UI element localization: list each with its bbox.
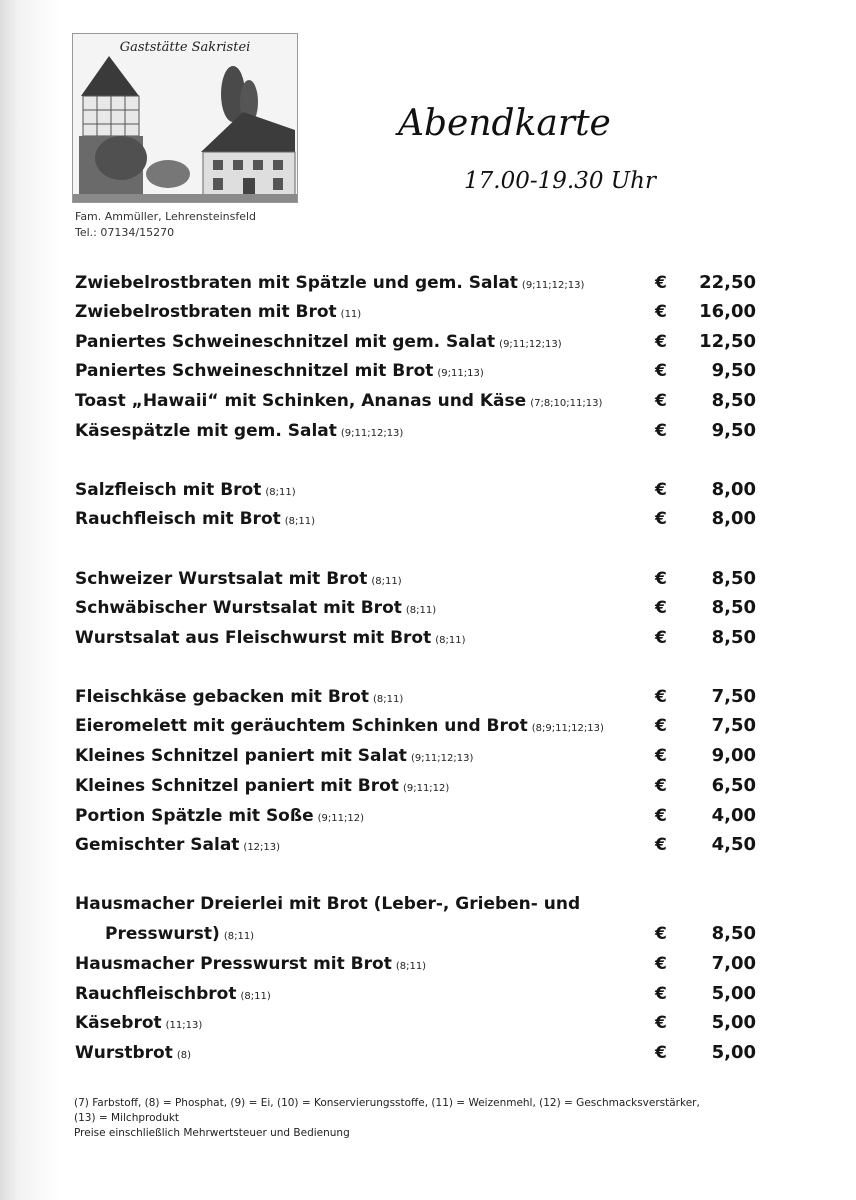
building-illustration <box>73 34 297 202</box>
item-price: 4,50 <box>711 834 756 855</box>
menu-item <box>75 297 775 327</box>
item-name: Hausmacher Presswurst mit Brot (8;11) <box>75 954 427 974</box>
item-name: Gemischter Salat (12;13) <box>75 835 281 855</box>
item-name: Schweizer Wurstsalat mit Brot (8;11) <box>75 569 402 589</box>
menu-item <box>75 830 775 860</box>
phone-line: Tel.: 07134/15270 <box>75 226 175 239</box>
currency-symbol: € <box>655 776 667 796</box>
item-allergens: (8;11) <box>265 487 296 498</box>
currency-symbol: € <box>655 984 667 1004</box>
item-allergens: (11) <box>340 309 362 320</box>
currency-symbol: € <box>655 509 667 529</box>
menu-item <box>75 949 775 979</box>
allergen-legend-cont: (13) = Milchprodukt <box>74 1112 180 1124</box>
item-allergens: (9;11;12) <box>402 783 450 794</box>
menu-item <box>75 327 775 357</box>
item-name: Fleischkäse gebacken mit Brot (8;11) <box>75 687 404 707</box>
menu-item <box>75 504 775 534</box>
item-allergens: (7;8;10;11;13) <box>530 398 603 409</box>
item-allergens: (9;11;12;13) <box>521 280 585 291</box>
item-price: 22,50 <box>699 272 756 293</box>
item-name: Rauchfleischbrot (8;11) <box>75 984 271 1004</box>
restaurant-photo <box>72 33 298 203</box>
currency-symbol: € <box>655 1043 667 1063</box>
item-price: 8,50 <box>711 390 756 411</box>
item-price: 16,00 <box>699 301 756 322</box>
menu-item <box>75 623 775 653</box>
item-allergens: (9;11;12;13) <box>499 339 562 350</box>
item-name: Wurstsalat aus Fleischwurst mit Brot (8;11) <box>75 628 466 648</box>
menu-item <box>75 682 775 712</box>
menu-item <box>75 1008 775 1038</box>
item-price: 5,00 <box>711 983 756 1004</box>
menu-item <box>75 711 775 741</box>
menu-item <box>75 475 775 505</box>
currency-symbol: € <box>655 806 667 826</box>
menu-item <box>75 771 775 801</box>
menu-item <box>75 386 775 416</box>
menu-item <box>75 741 775 771</box>
opening-hours: 17.00-19.30 Uhr <box>464 168 656 194</box>
menu-item <box>75 356 775 386</box>
item-name: Portion Spätzle mit Soße (9;11;12) <box>75 806 364 826</box>
menu-item <box>75 268 775 298</box>
item-price: 7,00 <box>711 953 756 974</box>
item-name: Zwiebelrostbraten mit Spätzle und gem. Salat (9;11;12;13) <box>75 273 585 293</box>
menu-item <box>75 564 775 594</box>
item-price: 8,50 <box>711 627 756 648</box>
item-name: Zwiebelrostbraten mit Brot (11) <box>75 302 362 322</box>
item-price: 8,00 <box>711 479 756 500</box>
currency-symbol: € <box>655 332 667 352</box>
item-price: 7,50 <box>711 715 756 736</box>
currency-symbol: € <box>655 628 667 648</box>
item-price: 9,50 <box>711 360 756 381</box>
item-allergens: (8;11) <box>405 605 437 616</box>
item-name: Kleines Schnitzel paniert mit Brot (9;11;12) <box>75 776 450 796</box>
item-name: Paniertes Schweineschnitzel mit Brot (9;11;13) <box>75 361 484 381</box>
currency-symbol: € <box>655 1013 667 1033</box>
currency-symbol: € <box>655 687 667 707</box>
currency-symbol: € <box>655 924 667 944</box>
item-price: 8,50 <box>711 568 756 589</box>
item-allergens: (9;11;12;13) <box>410 753 474 764</box>
item-price: 9,50 <box>711 420 756 441</box>
currency-symbol: € <box>655 421 667 441</box>
currency-symbol: € <box>655 273 667 293</box>
item-name: Käsebrot (11;13) <box>75 1013 203 1033</box>
address-block <box>75 209 256 241</box>
item-allergens: (12;13) <box>243 842 281 853</box>
currency-symbol: € <box>655 835 667 855</box>
item-name: Toast „Hawaii“ mit Schinken, Ananas und Käse (7;8;10;11;13) <box>75 391 603 411</box>
item-allergens: (8;9;11;12;13) <box>531 723 604 734</box>
item-price: 8,50 <box>711 597 756 618</box>
item-price: 5,00 <box>711 1012 756 1033</box>
item-allergens: (11;13) <box>165 1020 203 1031</box>
item-price: 4,00 <box>711 805 756 826</box>
page-title: Abendkarte <box>398 103 611 144</box>
menu-item <box>75 919 775 949</box>
menu-item-first-line <box>75 889 775 919</box>
item-allergens: (9;11;13) <box>437 368 484 379</box>
currency-symbol: € <box>655 716 667 736</box>
item-name: Käsespätzle mit gem. Salat (9;11;12;13) <box>75 421 404 441</box>
currency-symbol: € <box>655 598 667 618</box>
currency-symbol: € <box>655 746 667 766</box>
item-name: Rauchfleisch mit Brot (8;11) <box>75 509 316 529</box>
allergen-legend: (7) Farbstoff, (8) = Phosphat, (9) = Ei, (10) = Konservierungsstoffe, (11) = Weizenmehl, (12) = Geschmacksverstärker, <box>74 1097 700 1109</box>
item-allergens: (8;11) <box>435 635 466 646</box>
currency-symbol: € <box>655 361 667 381</box>
item-price: 6,50 <box>711 775 756 796</box>
menu-item <box>75 801 775 831</box>
item-price: 12,50 <box>699 331 756 352</box>
item-name: Kleines Schnitzel paniert mit Salat (9;11;12;13) <box>75 746 474 766</box>
item-price: 9,00 <box>711 745 756 766</box>
menu-item <box>75 416 775 446</box>
item-allergens: (8;11) <box>373 694 404 705</box>
item-name: Salzfleisch mit Brot (8;11) <box>75 480 296 500</box>
item-allergens: (8;11) <box>284 516 316 527</box>
item-allergens: (8;11) <box>371 576 402 587</box>
tax-note: Preise einschließlich Mehrwertsteuer und Bedienung <box>74 1127 350 1139</box>
footer-notes <box>74 1096 764 1141</box>
menu-item <box>75 1038 775 1068</box>
item-allergens: (8;11) <box>395 961 427 972</box>
item-name: Schwäbischer Wurstsalat mit Brot (8;11) <box>75 598 437 618</box>
owner-line: Fam. Ammüller, Lehrensteinsfeld <box>75 210 257 223</box>
menu-item <box>75 593 775 623</box>
currency-symbol: € <box>655 302 667 322</box>
item-name: Paniertes Schweineschnitzel mit gem. Salat (9;11;12;13) <box>75 332 562 352</box>
currency-symbol: € <box>655 569 667 589</box>
item-allergens: (8;11) <box>240 991 271 1002</box>
currency-symbol: € <box>655 391 667 411</box>
item-name: Presswurst) (8;11) <box>105 924 255 944</box>
menu-item <box>75 979 775 1009</box>
item-name: Wurstbrot (8) <box>75 1043 192 1063</box>
item-name: Eieromelett mit geräuchtem Schinken und Brot (8;9;11;12;13) <box>75 716 604 736</box>
item-allergens: (9;11;12;13) <box>340 428 404 439</box>
item-allergens: (9;11;12) <box>317 813 364 824</box>
item-allergens: (8;11) <box>223 931 255 942</box>
item-price: 5,00 <box>711 1042 756 1063</box>
restaurant-name: Gaststätte Sakristei <box>119 40 251 55</box>
item-price: 8,50 <box>711 923 756 944</box>
item-name-line1: Hausmacher Dreierlei mit Brot (Leber-, Grieben- und <box>75 894 581 914</box>
currency-symbol: € <box>655 954 667 974</box>
currency-symbol: € <box>655 480 667 500</box>
item-allergens: (8) <box>176 1050 192 1061</box>
item-price: 8,00 <box>711 508 756 529</box>
item-price: 7,50 <box>711 686 756 707</box>
